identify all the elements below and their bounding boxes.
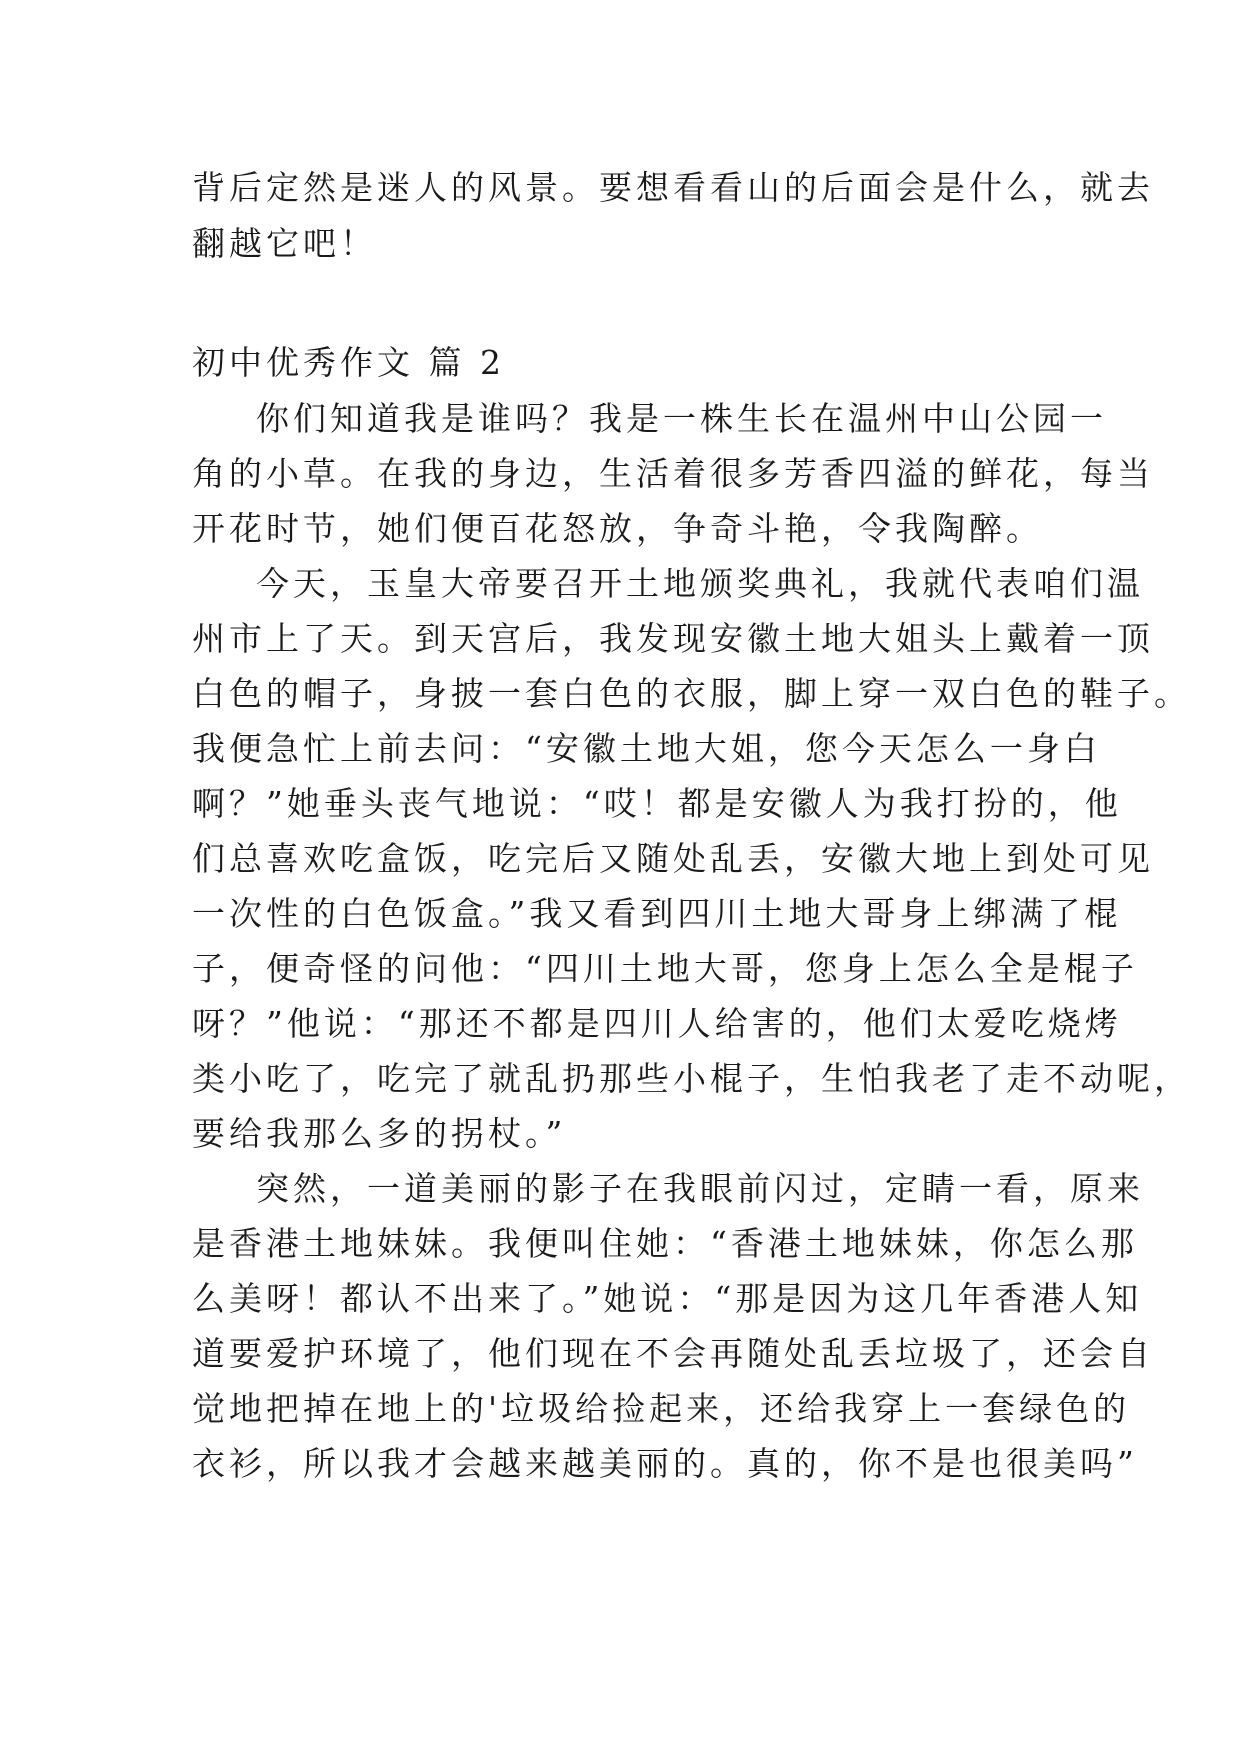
text-line: 们总喜欢吃盒饭，吃完后又随处乱丢，安徽大地上到处可见	[192, 839, 1154, 878]
text-line: 呀？”他说：“那还不都是四川人给害的，他们太爱吃烧烤	[192, 1004, 1122, 1043]
text-line: 子，便奇怪的问他：“四川土地大哥，您身上怎么全是棍子	[192, 949, 1138, 988]
text-line: 一次性的白色饭盒。”我又看到四川土地大哥身上绑满了棍	[192, 894, 1122, 933]
text-line: 类小吃了，吃完了就乱扔那些小棍子，生怕我老了走不动呢，	[192, 1059, 1191, 1098]
text-line: 背后定然是迷人的风景。要想看看山的后面会是什么，就去	[192, 168, 1154, 207]
text-line: 今天，玉皇大帝要召开土地颁奖典礼，我就代表咱们温	[256, 564, 1144, 603]
text-line: 翻越它吧！	[192, 224, 377, 263]
text-line: 啊？”她垂头丧气地说：“哎！都是安徽人为我打扮的，他	[192, 784, 1122, 823]
text-line: 么美呀！都认不出来了。”她说：“那是因为这几年香港人知	[192, 1279, 1143, 1318]
text-line: 衣衫，所以我才会越来越美丽的。真的，你不是也很美吗”	[192, 1444, 1138, 1483]
text-line: 州市上了天。到天宫后，我发现安徽土地大姐头上戴着一顶	[192, 619, 1154, 658]
text-line: 我便急忙上前去问：“安徽土地大姐，您今天怎么一身白	[192, 729, 1101, 768]
text-line: 觉地把掉在地上的'垃圾给捡起来，还给我穿上一套绿色的	[192, 1389, 1131, 1428]
text-line: 角的小草。在我的身边，生活着很多芳香四溢的鲜花，每当	[192, 454, 1154, 493]
text-line: 要给我那么多的拐杖。”	[192, 1114, 567, 1153]
text-line: 是香港土地妹妹。我便叫住她：“香港土地妹妹，你怎么那	[192, 1224, 1138, 1263]
text-line: 突然，一道美丽的影子在我眼前闪过，定睛一看，原来	[256, 1169, 1144, 1208]
text-line: 开花时节，她们便百花怒放，争奇斗艳，令我陶醉。	[192, 509, 1043, 548]
section-title: 初中优秀作文 篇 2	[192, 343, 505, 382]
text-line: 白色的帽子，身披一套白色的衣服，脚上穿一双白色的鞋子。	[192, 674, 1191, 713]
text-line: 道要爱护环境了，他们现在不会再随处乱丢垃圾了，还会自	[192, 1334, 1154, 1373]
text-line: 你们知道我是谁吗？我是一株生长在温州中山公园一	[256, 399, 1107, 438]
